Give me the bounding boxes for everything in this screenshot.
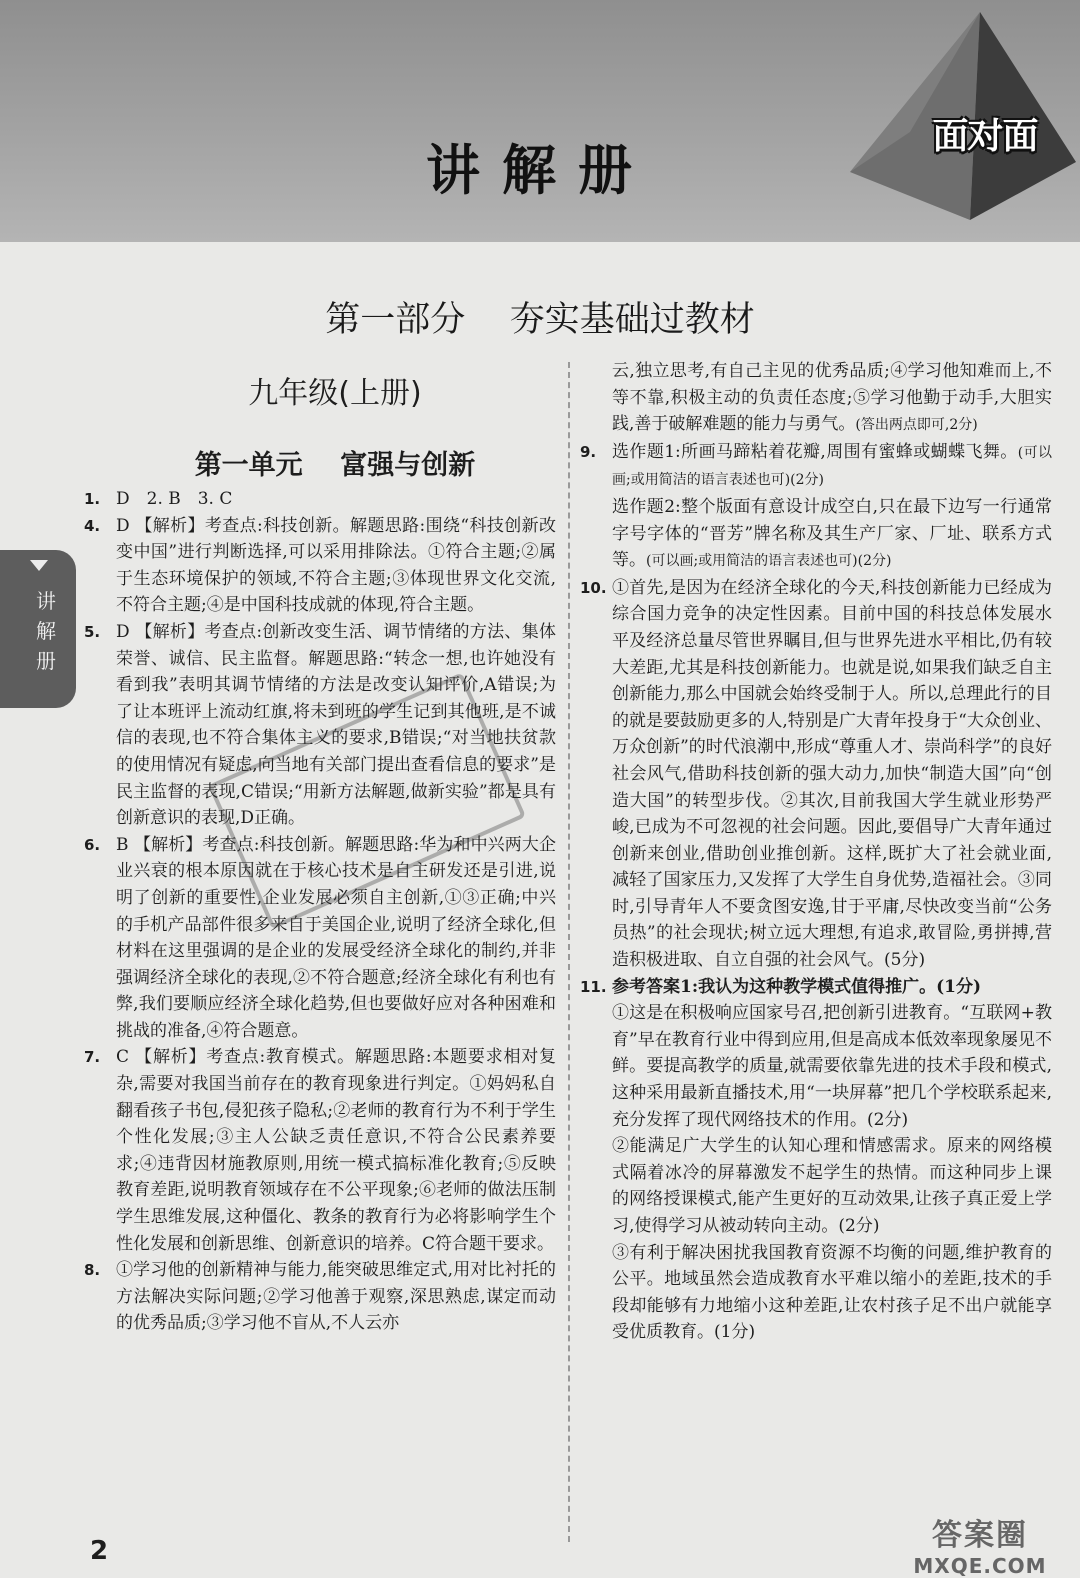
- answer-item: [84, 832, 556, 1045]
- tab-arrow-icon: [30, 560, 48, 571]
- item-text: D 【解析】考查点:科技创新。解题思路:围绕“科技创新改变中国”进行判断选择,可以采用排除法。①符合主题;②属于生态环境保护的领域,不符合主题;③体现世界文化交流,不符合主题;④是中国科技成就的体现,符合主题。: [116, 515, 556, 616]
- option-one-text: 选作题1:所画马蹄粘着花瓣,周围有蜜蜂或蝴蝶飞舞。: [612, 441, 1018, 462]
- item-text: B 【解析】考查点:科技创新。解题思路:华为和中兴两大企业兴衰的根本原因就在于核心技术是自主研发还是引进,说明了创新的重要性,企业发展必须自主创新,①③正确;中兴的手机产品部件很多来自于美国企业,说明了经济全球化,但材料在这里强调的是企业的发展受经济全球化的制约,并非强调经济全球化的表现,②不符合题意;经济全球化有利也有弊,我们要顺应经济全球化趋势,但也要做好应对各种困难和挑战的准备,④符合题意。: [116, 834, 556, 1041]
- answer-item: [84, 486, 556, 513]
- answer-item: [84, 1257, 556, 1337]
- item-text: ①首先,是因为在经济全球化的今天,科技创新能力已经成为综合国力竞争的决定性因素。目前中国的科技总体发展水平及经济总量尽管世界瞩目,但与世界先进水平相比,仍有较大差距,尤其是科技创新能力。也就是说,如果我们缺乏自主创新能力,那么中国就会始终受制于人。所以,总理此行的目的就是要鼓励更多的人,特别是广大青年投身于“大众创业、万众创新”的时代浪潮中,形成“尊重人才、崇尚科学”的良好社会风气,借助科技创新的强大动力,加快“制造大国”向“创造大国”的转型步伐。②其次,目前我国大学生就业形势严峻,已成为不可忽视的社会问题。因此,要倡导广大青年通过创新来创业,借助创业推创新。这样,既扩大了社会就业面,减轻了国家压力,又发挥了大学生自身优势,造福社会。③同时,引导青年人不要贪图安逸,甘于平庸,尽快改变当前“公务员热”的社会现状;树立远大理想,有追求,敢冒险,勇拼搏,营造积极进取、自立自强的社会风气。(5分): [612, 577, 1052, 971]
- answer-item-10: [580, 575, 1052, 974]
- item-number: 9.: [580, 442, 597, 461]
- option-one-note: (可以画;或用简洁的语言表述也可)(2分): [612, 444, 1052, 489]
- item-number: 7.: [84, 1048, 101, 1067]
- reference-answer-point-3: ③有利于解决困扰我国教育资源不均衡的问题,维护教育的公平。地域虽然会造成教育水平难以缩小的差距,技术的手段却能够有力地缩小这种差距,让农村孩子足不出户就能享受优质教育。(1分): [612, 1242, 1052, 1343]
- answer-item: [84, 513, 556, 619]
- book-section-title: 讲解册: [426, 139, 654, 202]
- item-text: ①学习他的创新精神与能力,能突破思维定式,用对比衬托的方法解决实际问题;②学习他善于观察,深思熟虑,谋定而动的优秀品质;③学习他不盲从,不人云亦: [116, 1260, 556, 1334]
- reference-answer-head: 参考答案1:我认为这种教学模式值得推广。(1分): [612, 976, 982, 997]
- item-body: [612, 974, 1052, 1346]
- option-two-text: 选作题2:整个版面有意设计成空白,只在最下边写一行通常字号字体的“晋芳”牌名称及其生产厂家、厂址、联系方式等。: [612, 496, 1052, 571]
- option-two-note: (可以画;或用简洁的语言表述也可)(2分): [646, 553, 892, 570]
- brand-logo-text: 面对面: [932, 116, 1038, 157]
- item-number: 1.: [84, 490, 101, 508]
- item-text: D 【解析】考查点:创新改变生活、调节情绪的方法、集体荣誉、诚信、民主监督。解题思路:“转念一想,也许她没有看到我”表明其调节情绪的方法是改变认知评价,A错误;为了让本班评上流动红旗,将未到班的学生记到其他班,是不诚信的表现,也不符合集体主义的要求,B错误;“对当地扶贫款的使用情况有疑虑,向当地有关部门提出查看信息的要求”是民主监督的表现,C错误;“用新方法解题,做新实验”都是具有创新意识的表现,D正确。: [116, 621, 556, 829]
- item-text: D 2. B 3. C: [116, 489, 233, 509]
- item-number: 5.: [84, 622, 101, 641]
- item-number: 6.: [84, 835, 101, 854]
- header-band: [0, 0, 1080, 242]
- continued-text: [580, 358, 1052, 439]
- answer-item: [84, 619, 556, 832]
- left-column: [84, 486, 556, 1337]
- item-number: 10.: [580, 578, 607, 597]
- item-number: 4.: [84, 516, 101, 535]
- item-number: 11.: [580, 977, 607, 996]
- continued-text-note: (答出两点即可,2分): [855, 417, 978, 434]
- answer-item: [84, 1044, 556, 1257]
- answer-item-9: [580, 439, 1052, 575]
- reference-answer-point-1: ①这是在积极响应国家号召,把创新引进教育。“互联网+教育”早在教育行业中得到应用,但是高成本低效率现象屡见不鲜。要提高教学的质量,就需要依靠先进的技术手段和模式,这种采用最新直播技术,用“一块屏幕”把几个学校联系起来,充分发挥了现代网络技术的作用。(2分): [612, 1003, 1052, 1130]
- page-number: 2: [90, 1536, 109, 1566]
- answer-item-11: [580, 974, 1052, 1346]
- side-section-tab: [0, 550, 76, 708]
- watermark-logo-text: 答案圈: [932, 1518, 1028, 1553]
- watermark-url: MXQE.COM: [913, 1554, 1047, 1578]
- part-title: 第一部分 夯实基础过教材: [325, 300, 755, 340]
- unit-title: 第一单元 富强与创新: [194, 450, 476, 481]
- option-two: [612, 494, 1052, 575]
- watermark: [882, 1510, 1078, 1578]
- grade-title: 九年级(上册): [248, 376, 422, 411]
- continued-text-body: 云,独立思考,有自己主见的优秀品质;④学习他知难而上,不等不靠,积极主动的负责任态度;⑤学习他勤于动手,大胆实践,善于破解难题的能力与勇气。: [612, 361, 1052, 435]
- item-text: C 【解析】考查点:教育模式。解题思路:本题要求相对复杂,需要对我国当前存在的教育现象进行判定。①妈妈私自翻看孩子书包,侵犯孩子隐私;②老师的教育行为不利于学生个性化发展;③主人公缺乏责任意识,不符合公民素养要求;④违背因材施教原则,用统一模式搞标准化教育;⑤反映教育差距,说明教育领域存在不公平现象;⑥老师的做法压制学生思维发展,这种僵化、教条的教育行为必将影响学生个性化发展和创新思维、创新意识的培养。C符合题干要求。: [116, 1047, 556, 1254]
- column-divider: [568, 362, 570, 1542]
- reference-answer-point-2: ②能满足广大学生的认知心理和情感需求。原来的网络模式隔着冰冷的屏幕激发不起学生的热情。而这种同步上课的网络授课模式,能产生更好的互动效果,让孩子真正爱上学习,使得学习从被动转向主动。(2分): [612, 1136, 1052, 1236]
- item-body: [612, 439, 1052, 575]
- right-column: [580, 358, 1052, 1346]
- item-number: 8.: [84, 1261, 101, 1280]
- side-tab-label: 讲 解 册: [36, 589, 56, 673]
